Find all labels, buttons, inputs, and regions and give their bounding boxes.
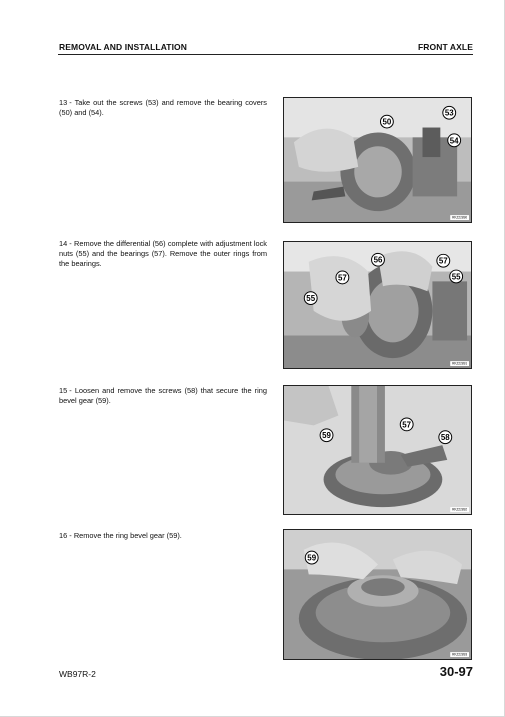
page-number: 30-97	[439, 664, 473, 679]
photo-code: RKZ22890	[452, 215, 468, 220]
section-title: REMOVAL AND INSTALLATION	[59, 42, 188, 52]
header-divider	[58, 54, 473, 55]
step-15	[59, 386, 267, 406]
step-number: 14 -	[59, 239, 72, 248]
callout-label: 54	[449, 136, 459, 146]
step-number: 16 -	[59, 531, 72, 540]
step-text: Take out the screws (53) and remove the bearing covers (50) and (54).	[59, 98, 267, 118]
callout-label: 57	[438, 256, 448, 266]
callout-label: 57	[337, 273, 347, 283]
step-text: Remove the ring bevel gear (59).	[73, 531, 182, 540]
callout-label: 55	[306, 294, 316, 304]
step-text: Loosen and remove the screws (58) that secure the ring bevel gear (59).	[59, 386, 267, 406]
step-16	[59, 531, 267, 541]
callout-label: 50	[382, 117, 392, 127]
chapter-title: FRONT AXLE	[418, 42, 473, 52]
callout-label: 58	[440, 433, 450, 443]
callout-label: 55	[451, 272, 461, 282]
step-number: 13 -	[59, 98, 72, 107]
photo-code: RKZ22892	[452, 507, 468, 512]
callout-label: 59	[307, 553, 317, 563]
step-13	[59, 98, 267, 118]
photo-step-16	[283, 529, 472, 660]
step-text: Remove the differential (56) complete with adjustment lock nuts (55) and the bearings (57). Remove the outer rings from the bearings.	[59, 239, 268, 269]
photo-step-14	[283, 241, 472, 369]
step-14	[59, 239, 267, 270]
model-number: WB97R-2	[59, 669, 96, 679]
callout-label: 57	[402, 420, 412, 430]
photo-code: RKZ22893	[452, 652, 468, 657]
photo-step-13	[283, 97, 472, 223]
photo-step-15	[283, 385, 472, 515]
callout-label: 56	[373, 255, 383, 265]
callout-label: 53	[444, 108, 454, 118]
photo-code: RKZ22891	[452, 361, 468, 366]
callout-label: 59	[322, 431, 331, 441]
step-number: 15 -	[59, 386, 72, 395]
